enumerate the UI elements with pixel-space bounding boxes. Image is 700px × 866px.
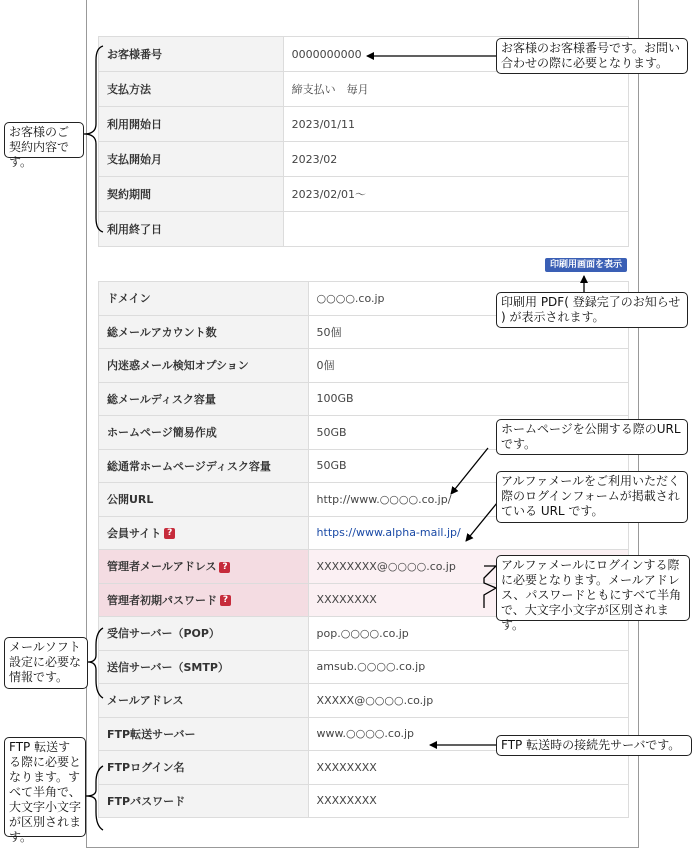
row-value-payment-start-month: 2023/02 [283, 142, 628, 177]
admin-email-label: 管理者メールアドレス [107, 560, 217, 574]
brace-contract [84, 46, 103, 232]
row-value-ftp-password: XXXXXXXX [308, 784, 628, 818]
row-value-mail-address: XXXXX@○○○○.co.jp [308, 684, 628, 718]
admin-password-label: 管理者初期パスワード [107, 593, 217, 607]
row-label-ftp-server: FTP転送サーバー [99, 717, 309, 751]
row-value-ftp-server: www.○○○○.co.jp [308, 717, 628, 751]
row-value-ftp-login: XXXXXXXX [308, 751, 628, 785]
brace-ftp [86, 766, 103, 830]
row-label-domain: ドメイン [99, 282, 309, 316]
callout-login-form: アルファメールをご利用いただく際のログインフォームが掲載されている URL です。 [496, 471, 688, 523]
row-label-homepage-disk: 総通常ホームページディスク容量 [99, 449, 309, 483]
callout-print-pdf: 印刷用 PDF( 登録完了のお知らせ ) が表示されます。 [496, 292, 688, 328]
row-value-smtp-server: amsub.○○○○.co.jp [308, 650, 628, 684]
arrow-member-site [466, 503, 497, 541]
row-label-easy-homepage: ホームページ簡易作成 [99, 416, 309, 450]
row-value-admin-password: XXXXXXXX [308, 583, 628, 617]
row-value-contract-period: 2023/02/01～ [283, 177, 628, 212]
row-value-public-url: http://www.○○○○.co.jp/ [308, 483, 628, 517]
row-value-customer-number: 0000000000 [283, 37, 628, 72]
row-value-payment-method: 締支払い 毎月 [283, 72, 628, 107]
row-label-mail-disk: 総メールディスク容量 [99, 382, 309, 416]
row-value-domain: ○○○○.co.jp [308, 282, 628, 316]
row-label-ftp-login: FTPログイン名 [99, 751, 309, 785]
arrow-public-url [451, 448, 488, 494]
row-value-admin-email: XXXXXXXX@○○○○.co.jp [308, 550, 628, 584]
row-label-customer-number: お客様番号 [99, 37, 284, 72]
row-label-ftp-password: FTPパスワード [99, 784, 309, 818]
row-label-start-date: 利用開始日 [99, 107, 284, 142]
member-site-link[interactable]: https://www.alpha-mail.jp/ [316, 526, 461, 540]
row-label-smtp-server: 送信サーバー（SMTP） [99, 650, 309, 684]
row-label-pop-server: 受信サーバー（POP） [99, 617, 309, 651]
row-label-end-date: 利用終了日 [99, 212, 284, 247]
callout-contract-details: お客様のご契約内容です。 [4, 122, 84, 158]
help-icon[interactable]: ? [164, 528, 175, 539]
row-label-mail-accounts: 総メールアカウント数 [99, 315, 309, 349]
print-view-button[interactable]: 印刷用画面を表示 [545, 258, 627, 272]
row-value-mail-disk: 100GB [308, 382, 628, 416]
callout-customer-number: お客様のお客様番号です。お問い合わせの際に必要となります。 [496, 38, 688, 74]
callout-admin-login: アルファメールにログインする際に必要となります。メールアドレス、パスワードともにすべて半角で、大文字小文字が区別されます。 [496, 555, 690, 621]
help-icon[interactable]: ? [219, 562, 230, 573]
callout-mail-software: メールソフト設定に必要な情報です。 [4, 637, 88, 689]
row-label-payment-start-month: 支払開始月 [99, 142, 284, 177]
row-label-mail-address: メールアドレス [99, 684, 309, 718]
row-label-payment-method: 支払方法 [99, 72, 284, 107]
row-value-pop-server: pop.○○○○.co.jp [308, 617, 628, 651]
row-value-easy-homepage: 50GB [308, 416, 628, 450]
callout-homepage-url: ホームページを公開する際のURLです。 [496, 419, 688, 455]
row-value-mail-accounts: 50個 [308, 315, 628, 349]
brace-mail-software [88, 628, 103, 698]
row-label-spam-option: 内迷惑メール検知オプション [99, 349, 309, 383]
help-icon[interactable]: ? [220, 595, 231, 606]
bracket-admin [484, 566, 496, 608]
row-value-start-date: 2023/01/11 [283, 107, 628, 142]
callout-ftp-server: FTP 転送時の接続先サーバです。 [496, 735, 692, 756]
member-site-label: 会員サイト [107, 526, 162, 540]
callout-ftp-transfer: FTP 転送する際に必要となります。すべて半角で、大文字小文字が区別されます。 [4, 737, 86, 837]
row-value-spam-option: 0個 [308, 349, 628, 383]
row-value-homepage-disk: 50GB [308, 449, 628, 483]
row-label-public-url: 公開URL [99, 483, 309, 517]
row-label-contract-period: 契約期間 [99, 177, 284, 212]
